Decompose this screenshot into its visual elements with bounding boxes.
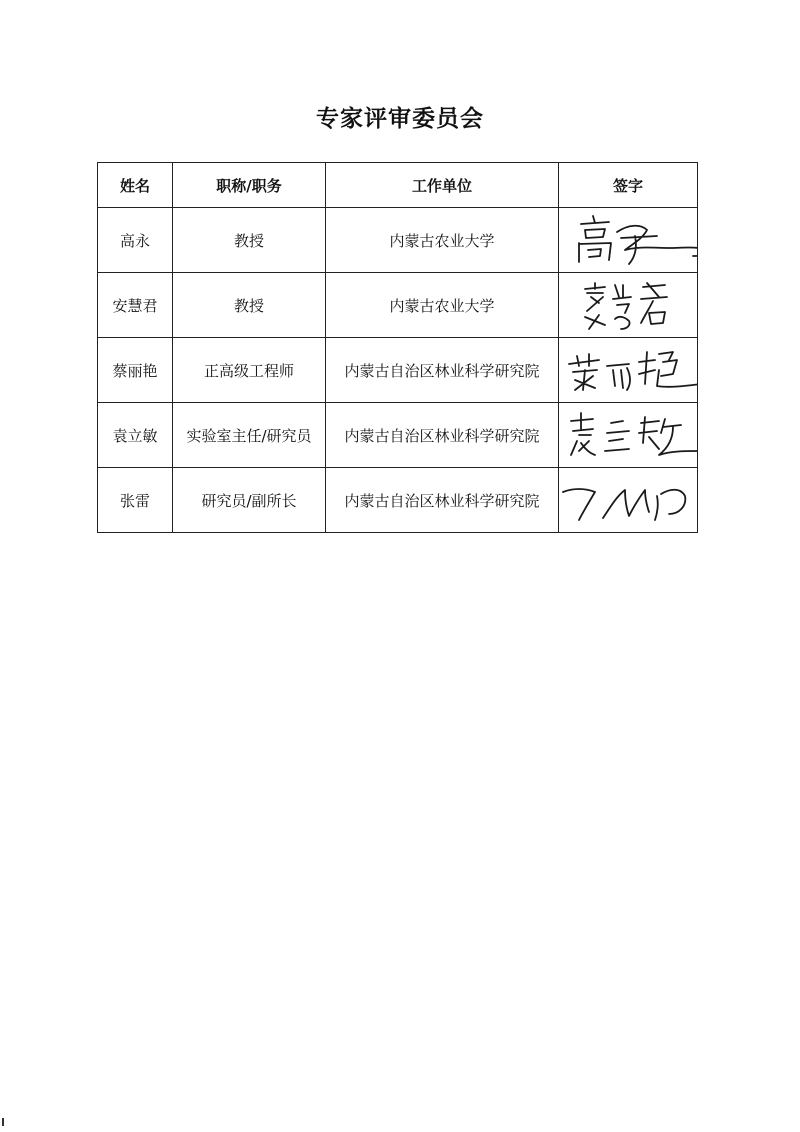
signature-cell xyxy=(559,338,698,403)
cell-name: 袁立敏 xyxy=(98,403,173,468)
cell-title: 实验室主任/研究员 xyxy=(173,403,326,468)
header-signature: 签字 xyxy=(559,163,698,208)
table-row xyxy=(98,403,698,468)
cell-title: 教授 xyxy=(173,208,326,273)
signature-cell xyxy=(559,468,698,533)
cell-unit: 内蒙古自治区林业科学研究院 xyxy=(326,338,559,403)
handwritten-signature xyxy=(559,470,698,530)
cell-name: 安慧君 xyxy=(98,273,173,338)
header-title: 职称/职务 xyxy=(173,163,326,208)
handwritten-signature xyxy=(559,340,698,400)
signature-cell xyxy=(559,403,698,468)
cell-unit: 内蒙古自治区林业科学研究院 xyxy=(326,468,559,533)
header-name: 姓名 xyxy=(98,163,173,208)
signature-cell xyxy=(559,273,698,338)
table-row xyxy=(98,468,698,533)
cell-title: 教授 xyxy=(173,273,326,338)
cell-unit: 内蒙古自治区林业科学研究院 xyxy=(326,403,559,468)
table-header-row xyxy=(98,163,698,208)
cell-name: 高永 xyxy=(98,208,173,273)
scan-mark xyxy=(2,1118,4,1126)
header-unit: 工作单位 xyxy=(326,163,559,208)
cell-unit: 内蒙古农业大学 xyxy=(326,273,559,338)
document-title: 专家评审委员会 xyxy=(316,105,484,132)
cell-title: 研究员/副所长 xyxy=(173,468,326,533)
handwritten-signature xyxy=(559,210,698,270)
table-row xyxy=(98,273,698,338)
table-row xyxy=(98,338,698,403)
table-row xyxy=(98,208,698,273)
cell-name: 蔡丽艳 xyxy=(98,338,173,403)
handwritten-signature xyxy=(559,405,698,465)
signature-cell xyxy=(559,208,698,273)
cell-title: 正高级工程师 xyxy=(173,338,326,403)
cell-name: 张雷 xyxy=(98,468,173,533)
expert-panel-table xyxy=(97,162,698,533)
cell-unit: 内蒙古农业大学 xyxy=(326,208,559,273)
handwritten-signature xyxy=(559,275,698,335)
